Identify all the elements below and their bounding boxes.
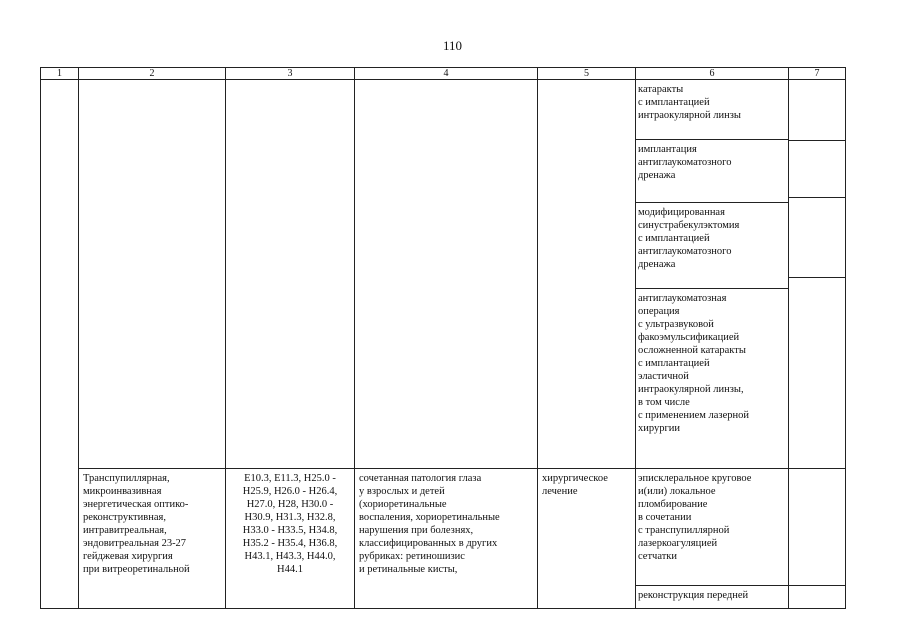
patient-model-cell xyxy=(355,469,538,609)
continuation-row xyxy=(41,80,846,469)
treatment-methods-cell xyxy=(636,469,789,609)
icd-codes-cell xyxy=(226,80,355,469)
care-type-cell xyxy=(79,469,226,609)
icd-codes-cell xyxy=(226,469,355,609)
patient-model: сочетанная патология глаза у взрослых и детей (хориоретинальные воспаления, хориоретинальные нарушения при болезнях, классифицированных в других рубриках: ретиношизис и ретинальные кисты, xyxy=(359,473,500,575)
treatment-method: эписклеральное круговое и(или) локальное пломбирование в сочетании с транспупиллярной лазеркоагуляцией сетчатки xyxy=(638,473,752,562)
treatment-method: антиглаукоматозная операция с ультразвуковой факоэмульсификацией осложненной катаракты с имплантацией эластичной интраокулярной линзы, в том числе с применением лазерной хирургии xyxy=(636,288,788,468)
treatment-type-cell xyxy=(538,469,636,609)
column-header: 2 xyxy=(79,68,226,80)
icd-codes: E10.3, E11.3, H25.0 - H25.9, H26.0 - H26.4, H27.0, H28, H30.0 - H30.9, H31.3, H32.8, H33.0 - H33.5, H34.8, H35.2 - H35.4, H36.8, H43.1, H43.3, H44.0, H44.1 xyxy=(242,473,338,575)
column-header: 6 xyxy=(636,68,789,80)
column-number-row xyxy=(41,68,846,80)
care-type: Транспупиллярная, микроинвазивная энергетическая оптико- реконструктивная, интравитреальная, эндовитреальная 23-27 гейджевая хирургия при витреоретинальной xyxy=(83,473,190,575)
column-header: 1 xyxy=(41,68,79,80)
patient-model-cell xyxy=(355,80,538,469)
treatment-method: модифицированная синустрабекулэктомия с имплантацией антиглаукоматозного дренажа xyxy=(636,202,788,288)
table-row xyxy=(41,469,846,609)
treatment-type-cell xyxy=(538,80,636,469)
page-number: 110 xyxy=(442,38,463,53)
treatment-method: реконструкция передней xyxy=(636,585,788,605)
column-header: 4 xyxy=(355,68,538,80)
column-header: 5 xyxy=(538,68,636,80)
medical-care-table xyxy=(40,67,846,609)
treatment-methods-cell xyxy=(636,80,789,469)
cost-cell xyxy=(789,80,846,469)
care-type-cell xyxy=(79,80,226,469)
cost-cell xyxy=(789,469,846,609)
column-header: 3 xyxy=(226,68,355,80)
column-header: 7 xyxy=(789,68,846,80)
treatment-type: хирургическое лечение xyxy=(542,473,608,497)
treatment-method: имплантация антиглаукоматозного дренажа xyxy=(636,139,788,202)
treatment-method: катаракты с имплантацией интраокулярной линзы xyxy=(638,84,741,121)
row-number-cell xyxy=(41,80,79,609)
